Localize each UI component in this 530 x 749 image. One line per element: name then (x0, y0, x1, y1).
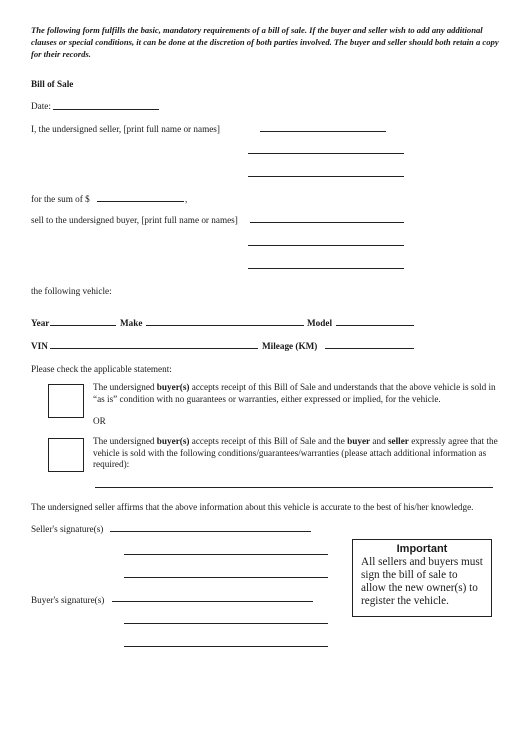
conditions-buyer-bold: buyer(s) (156, 436, 190, 446)
sum-label: for the sum of $ (31, 194, 90, 204)
conditions-field[interactable] (95, 487, 493, 488)
affirmation-text: The undersigned seller affirms that the above information about this vehicle is accurate to the best of his/her knowledge. (31, 502, 474, 512)
seller-name-label: I, the undersigned seller, [print full name or names] (31, 124, 220, 134)
model-field[interactable] (336, 325, 414, 326)
buyer-signature-label: Buyer's signature(s) (31, 595, 105, 605)
seller-name-field-2[interactable] (248, 153, 404, 154)
mileage-label: Mileage (KM) (262, 341, 318, 351)
seller-name-field-3[interactable] (248, 176, 404, 177)
buyer-name-label: sell to the undersigned buyer, [print full name or names] (31, 215, 238, 225)
date-label: Date: (31, 101, 51, 111)
conditions-statement (93, 436, 498, 471)
buyer-signature-field-1[interactable] (112, 601, 313, 602)
buyer-signature-field-3[interactable] (124, 646, 328, 647)
conditions-checkbox[interactable] (48, 438, 84, 472)
vin-label: VIN (31, 341, 48, 351)
as-is-buyer-bold: buyer(s) (156, 382, 190, 392)
mileage-field[interactable] (325, 348, 414, 349)
buyer-name-field-1[interactable] (250, 222, 404, 223)
conditions-seller-bold: seller (387, 436, 409, 446)
conditions-text-1: The undersigned (93, 436, 157, 446)
buyer-signature-field-2[interactable] (124, 623, 328, 624)
conditions-text-3: and (370, 436, 388, 446)
as-is-text-2: accepts receipt of this Bill of Sale and understands that the above vehicle is sold in “as is” condition with no guarantees or warranties, either expressed or implied, for the vehicle. (93, 382, 496, 404)
as-is-statement (93, 382, 498, 405)
sum-field[interactable] (97, 201, 184, 202)
year-field[interactable] (50, 325, 116, 326)
important-notice (352, 539, 492, 617)
seller-signature-label: Seller's signature(s) (31, 524, 104, 534)
as-is-text-1: The undersigned (93, 382, 157, 392)
as-is-checkbox[interactable] (48, 384, 84, 418)
seller-signature-field-3[interactable] (124, 577, 328, 578)
year-label: Year (31, 318, 50, 328)
vehicle-label: the following vehicle: (31, 286, 112, 296)
important-body: All sellers and buyers must sign the bill of sale to allow the new owner(s) to register the vehicle. (361, 556, 483, 607)
or-label: OR (93, 416, 106, 426)
date-field[interactable] (53, 109, 159, 110)
vin-field[interactable] (50, 348, 258, 349)
intro-note: The following form fulfills the basic, mandatory requirements of a bill of sale. If the buyer and seller wish to add any additional clauses or special conditions, it can be done at the discretion of both parties involved. The buyer and seller should both retain a copy for their records. (31, 25, 499, 59)
sum-comma: , (185, 194, 188, 204)
form-title: Bill of Sale (31, 79, 74, 89)
make-label: Make (120, 318, 143, 328)
model-label: Model (307, 318, 333, 328)
seller-signature-field-1[interactable] (110, 531, 311, 532)
conditions-text-2: accepts receipt of this Bill of Sale and the (189, 436, 348, 446)
make-field[interactable] (146, 325, 304, 326)
buyer-name-field-2[interactable] (248, 245, 404, 246)
check-instruction: Please check the applicable statement: (31, 364, 172, 374)
seller-signature-field-2[interactable] (124, 554, 328, 555)
conditions-buyer-bold-2: buyer (347, 436, 371, 446)
conditions-text-4: expressly agree that the vehicle is sold with the following conditions/guarantees/warranties (please attach additional information as required): (93, 436, 498, 469)
important-title: Important (396, 543, 448, 555)
seller-name-field-1[interactable] (260, 131, 386, 132)
buyer-name-field-3[interactable] (248, 268, 404, 269)
